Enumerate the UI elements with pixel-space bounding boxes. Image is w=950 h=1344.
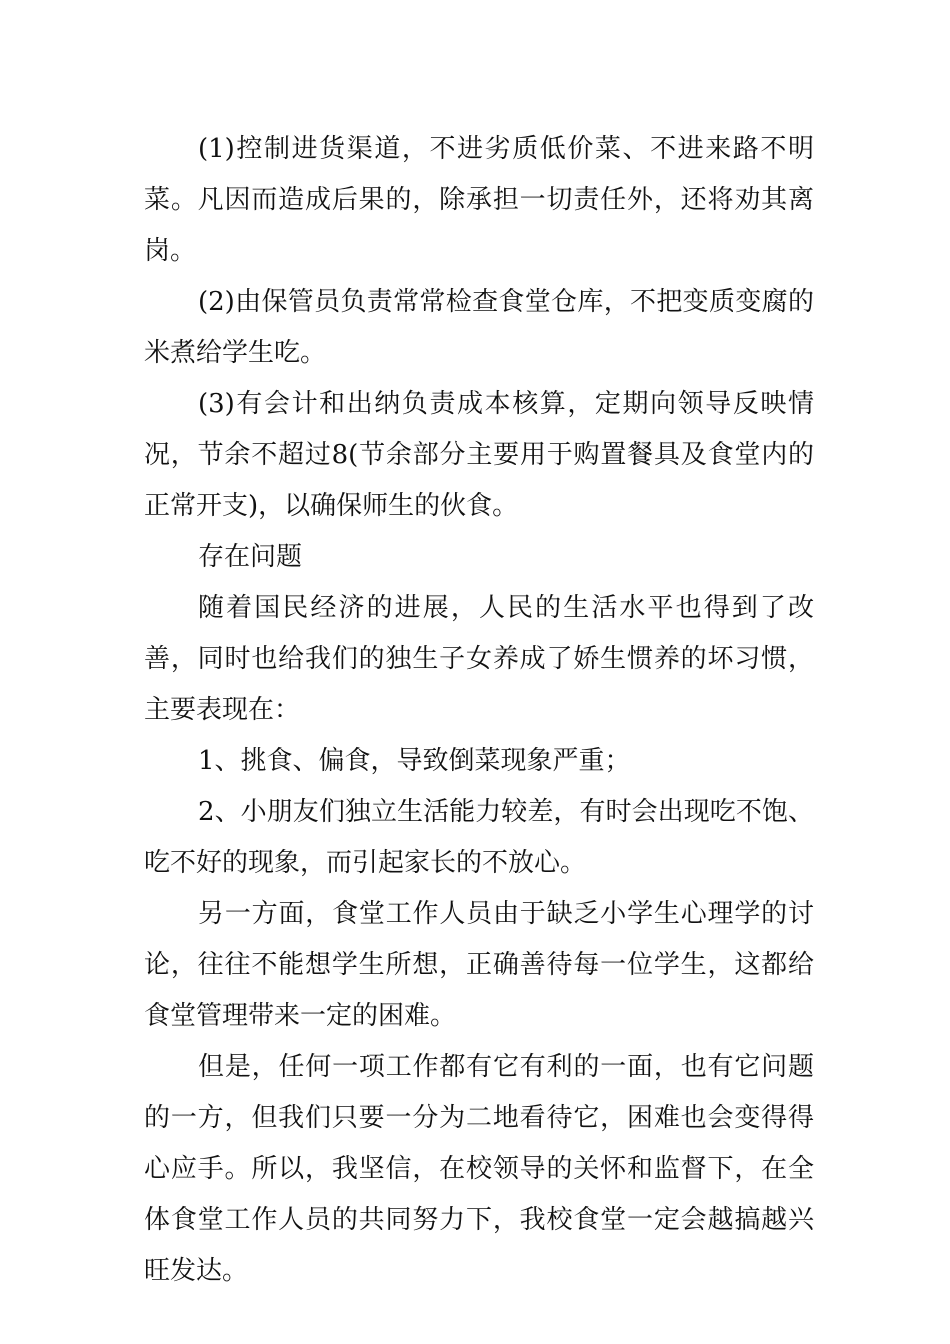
paragraph-1: (1)控制进货渠道，不进劣质低价菜、不进来路不明菜。凡因而造成后果的，除承担一切责任外，还将劝其离岗。 [144,134,814,266]
document-body [144,124,814,1297]
paragraph-8: 另一方面，食堂工作人员由于缺乏小学生心理学的讨论，往往不能想学生所想，正确善待每一位学生，这都给食堂管理带来一定的困难。 [144,899,814,1031]
section-heading: 存在问题 [198,542,303,572]
paragraph-5: 随着国民经济的进展，人民的生活水平也得到了改善，同时也给我们的独生子女养成了娇生惯养的坏习惯，主要表现在： [144,593,814,725]
paragraph-2: (2)由保管员负责常常检查食堂仓库，不把变质变腐的米煮给学生吃。 [144,287,814,368]
list-item-1: 1、挑食、偏食，导致倒菜现象严重； [198,746,631,776]
paragraph-3: (3)有会计和出纳负责成本核算，定期向领导反映情况，节余不超过8(节余部分主要用于购置餐具及食堂内的正常开支)，以确保师生的伙食。 [144,389,814,521]
paragraph-9: 但是，任何一项工作都有它有利的一面，也有它问题的一方，但我们只要一分为二地看待它，困难也会变得得心应手。所以，我坚信，在校领导的关怀和监督下，在全体食堂工作人员的共同努力下，我校食堂一定会越搞越兴旺发达。 [144,1052,814,1286]
list-item-2: 2、小朋友们独立生活能力较差，有时会出现吃不饱、吃不好的现象，而引起家长的不放心。 [144,797,814,878]
